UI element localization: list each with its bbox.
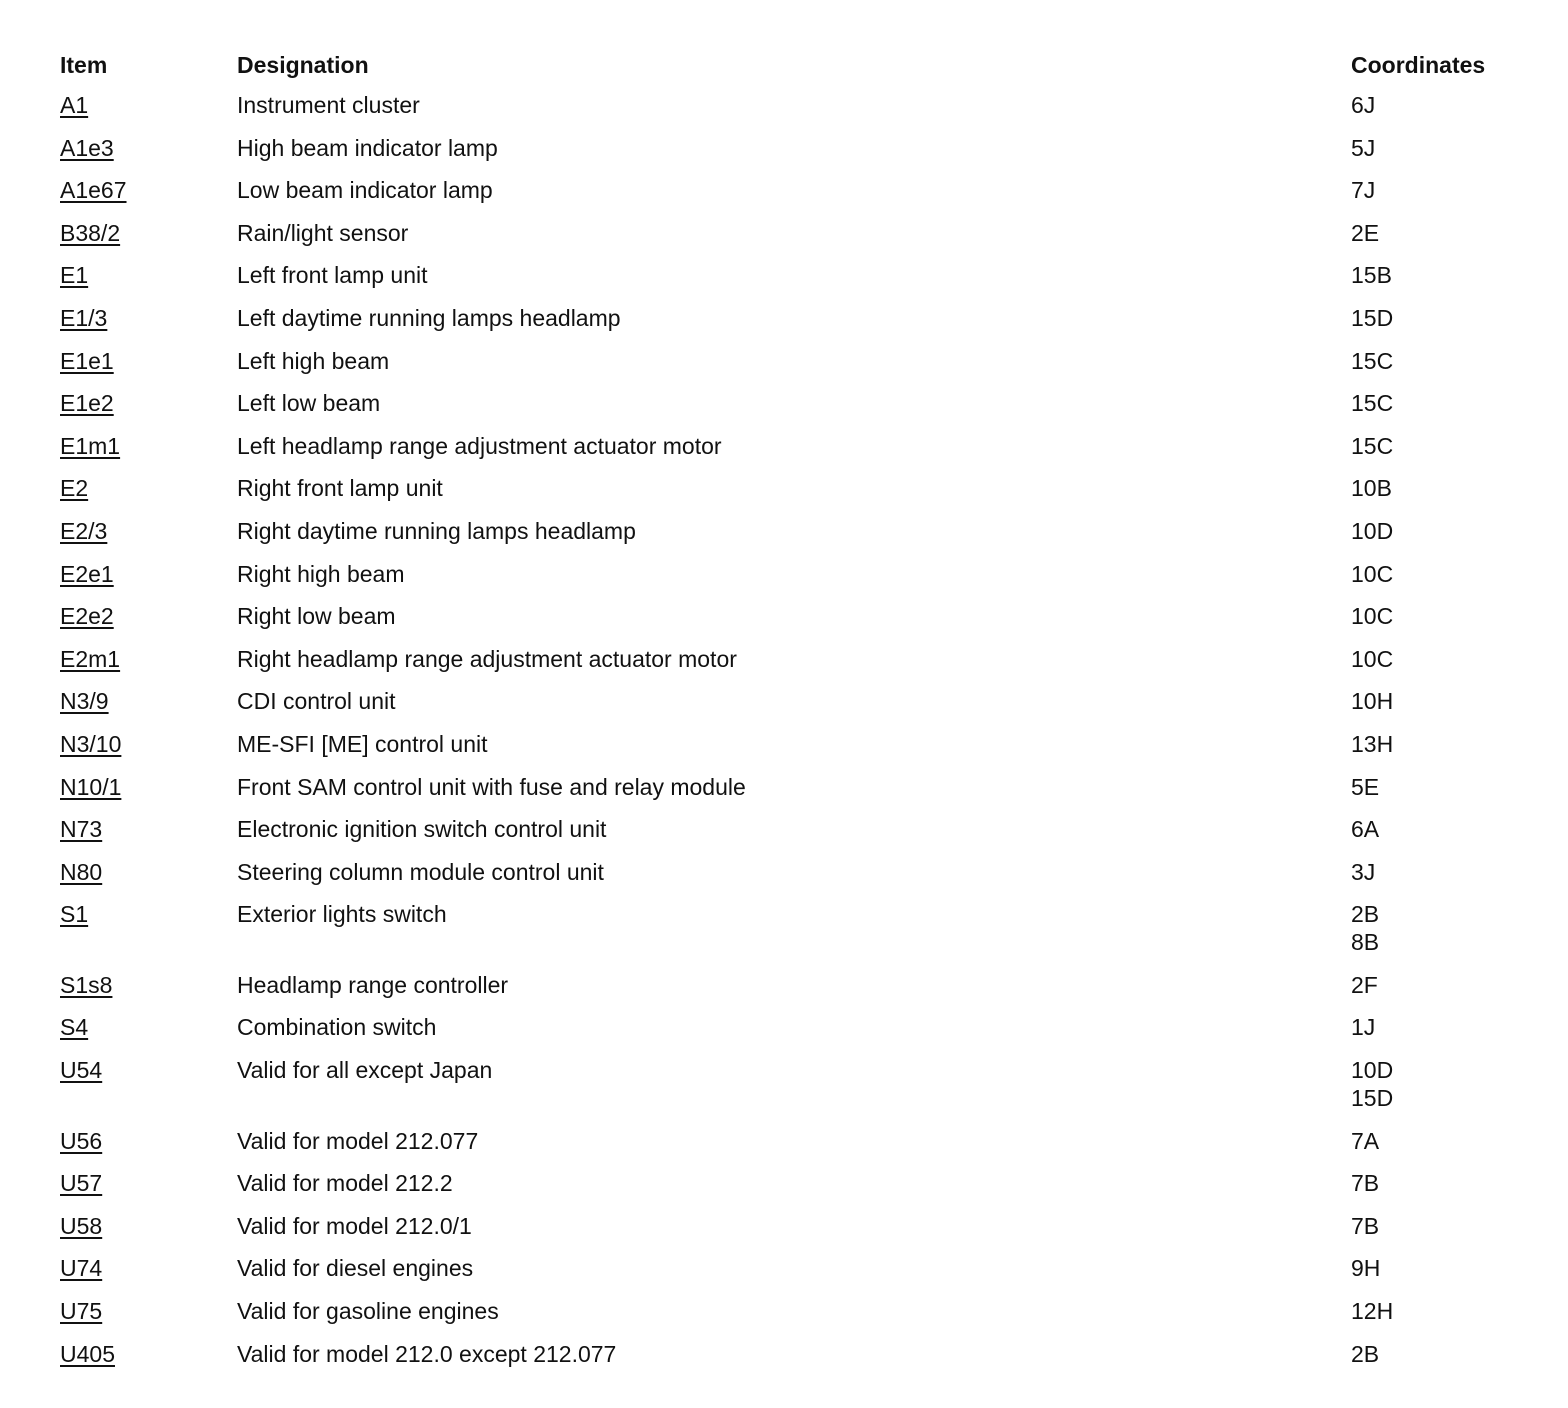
table-row <box>60 254 1540 297</box>
table-row <box>60 1049 1540 1120</box>
coordinate-value: 15D <box>1351 1085 1394 1112</box>
item-link[interactable]: E1e2 <box>60 390 114 417</box>
designation-text: Valid for all except Japan <box>237 1057 493 1084</box>
designation-text: Valid for gasoline engines <box>237 1298 499 1325</box>
header-coordinates: Coordinates <box>1351 52 1486 78</box>
item-link[interactable]: U75 <box>60 1298 103 1325</box>
table-row <box>60 340 1540 383</box>
table-row <box>60 84 1540 127</box>
coordinate-value: 13H <box>1351 730 1394 757</box>
item-link[interactable]: E2e2 <box>60 603 114 630</box>
item-link[interactable]: A1e3 <box>60 134 114 161</box>
table-row <box>60 1162 1540 1205</box>
item-link[interactable]: U58 <box>60 1212 103 1239</box>
designation-text: Instrument cluster <box>237 92 420 118</box>
table-row <box>60 1247 1540 1290</box>
header-designation: Designation <box>237 52 369 78</box>
item-link[interactable]: N80 <box>60 858 103 885</box>
item-link[interactable]: N10/1 <box>60 773 122 800</box>
item-link[interactable]: U54 <box>60 1057 103 1084</box>
item-link[interactable]: U74 <box>60 1255 103 1282</box>
table-row <box>60 553 1540 596</box>
item-link[interactable]: E2e1 <box>60 560 114 587</box>
designation-text: Left high beam <box>237 347 390 374</box>
table-row <box>60 1205 1540 1248</box>
table-row <box>60 1006 1540 1049</box>
table-row <box>60 467 1540 510</box>
item-link[interactable]: N3/9 <box>60 688 109 715</box>
coordinate-value: 5E <box>1351 773 1380 800</box>
coordinate-value: 10B <box>1351 475 1392 502</box>
designation-text: Valid for model 212.2 <box>237 1170 453 1197</box>
coordinate-value: 7J <box>1351 177 1376 204</box>
designation-text: Left headlamp range adjustment actuator motor <box>237 432 722 459</box>
designation-text: Left daytime running lamps headlamp <box>237 304 621 331</box>
item-link[interactable]: S1s8 <box>60 971 113 998</box>
designation-text: Right daytime running lamps headlamp <box>237 517 636 544</box>
table-row <box>60 1120 1540 1163</box>
designation-text: Right low beam <box>237 603 396 630</box>
designation-text: High beam indicator lamp <box>237 134 498 161</box>
table-row <box>60 680 1540 723</box>
item-link[interactable]: S1 <box>60 901 89 928</box>
coordinate-value: 2F <box>1351 971 1378 998</box>
item-link[interactable]: E2m1 <box>60 645 121 672</box>
designation-text: Valid for diesel engines <box>237 1255 474 1282</box>
designation-text: CDI control unit <box>237 688 396 715</box>
designation-text: Valid for model 212.0 except 212.077 <box>237 1340 617 1367</box>
table-row <box>60 808 1540 851</box>
coordinate-value: 12H <box>1351 1298 1394 1325</box>
designation-text: Headlamp range controller <box>237 971 509 998</box>
item-link[interactable]: A1 <box>60 92 89 118</box>
coordinate-value: 5J <box>1351 134 1376 161</box>
item-link[interactable]: E1m1 <box>60 432 121 459</box>
table-row <box>60 425 1540 468</box>
table-row <box>60 851 1540 894</box>
table-row <box>60 1290 1540 1333</box>
coordinate-value: 7B <box>1351 1212 1380 1239</box>
coordinate-value: 15C <box>1351 432 1394 459</box>
coordinates-cell <box>1351 1056 1393 1112</box>
coordinate-value: 7A <box>1351 1127 1380 1154</box>
coordinate-value: 15D <box>1351 304 1394 331</box>
table-row <box>60 382 1540 425</box>
table-row <box>60 212 1540 255</box>
coordinate-value: 10C <box>1351 560 1394 587</box>
designation-text: Steering column module control unit <box>237 858 604 885</box>
table-body <box>60 84 1540 1375</box>
coordinate-value: 7B <box>1351 1170 1380 1197</box>
coordinate-value: 10C <box>1351 603 1394 630</box>
item-link[interactable]: E1/3 <box>60 304 108 331</box>
designation-text: Front SAM control unit with fuse and relay module <box>237 773 746 800</box>
component-legend-table <box>60 46 1540 1375</box>
header-item: Item <box>60 52 108 78</box>
coordinate-value: 2B <box>1351 1340 1380 1367</box>
table-row <box>60 510 1540 553</box>
designation-text: Combination switch <box>237 1014 437 1041</box>
item-link[interactable]: E2/3 <box>60 517 108 544</box>
designation-text: Left low beam <box>237 390 381 417</box>
coordinate-value: 10H <box>1351 688 1394 715</box>
coordinate-value: 6A <box>1351 816 1380 843</box>
table-row <box>60 297 1540 340</box>
coordinate-value: 9H <box>1351 1255 1381 1282</box>
coordinate-value: 15C <box>1351 347 1394 374</box>
designation-text: ME-SFI [ME] control unit <box>237 730 488 757</box>
item-link[interactable]: E1 <box>60 262 89 289</box>
coordinate-value: 15C <box>1351 390 1394 417</box>
item-link[interactable]: N3/10 <box>60 730 122 757</box>
table-row <box>60 893 1540 964</box>
coordinate-value: 15B <box>1351 262 1392 289</box>
designation-text: Low beam indicator lamp <box>237 177 493 204</box>
item-link[interactable]: E2 <box>60 475 89 502</box>
item-link[interactable]: U405 <box>60 1340 115 1367</box>
coordinate-value: 2E <box>1351 219 1380 246</box>
table-row <box>60 169 1540 212</box>
item-link[interactable]: B38/2 <box>60 219 121 246</box>
table-header-row <box>60 46 1540 84</box>
designation-text: Valid for model 212.077 <box>237 1127 479 1154</box>
coordinate-value: 10C <box>1351 645 1394 672</box>
designation-text: Electronic ignition switch control unit <box>237 816 607 843</box>
table-row <box>60 1333 1540 1376</box>
coordinate-value: 8B <box>1351 929 1380 956</box>
item-link[interactable]: U56 <box>60 1127 103 1154</box>
designation-text: Right high beam <box>237 560 405 587</box>
table-row <box>60 766 1540 809</box>
table-row <box>60 595 1540 638</box>
coordinate-value: 6J <box>1351 92 1376 118</box>
coordinate-value: 3J <box>1351 858 1376 885</box>
designation-text: Right headlamp range adjustment actuator motor <box>237 645 737 672</box>
designation-text: Left front lamp unit <box>237 262 428 289</box>
coordinate-value: 2B <box>1351 901 1380 928</box>
designation-text: Right front lamp unit <box>237 475 443 502</box>
table-row <box>60 127 1540 170</box>
item-link[interactable]: A1e67 <box>60 177 127 204</box>
table-row <box>60 638 1540 681</box>
designation-text: Exterior lights switch <box>237 901 447 928</box>
item-link[interactable]: U57 <box>60 1170 103 1197</box>
item-link[interactable]: E1e1 <box>60 347 114 374</box>
item-link[interactable]: S4 <box>60 1014 89 1041</box>
item-link[interactable]: N73 <box>60 816 103 843</box>
designation-text: Rain/light sensor <box>237 219 409 246</box>
coordinates-cell <box>1351 900 1379 956</box>
table-row <box>60 723 1540 766</box>
designation-text: Valid for model 212.0/1 <box>237 1212 472 1239</box>
coordinate-value: 10D <box>1351 1057 1394 1084</box>
table-row <box>60 964 1540 1007</box>
coordinate-value: 10D <box>1351 517 1394 544</box>
coordinate-value: 1J <box>1351 1014 1376 1041</box>
